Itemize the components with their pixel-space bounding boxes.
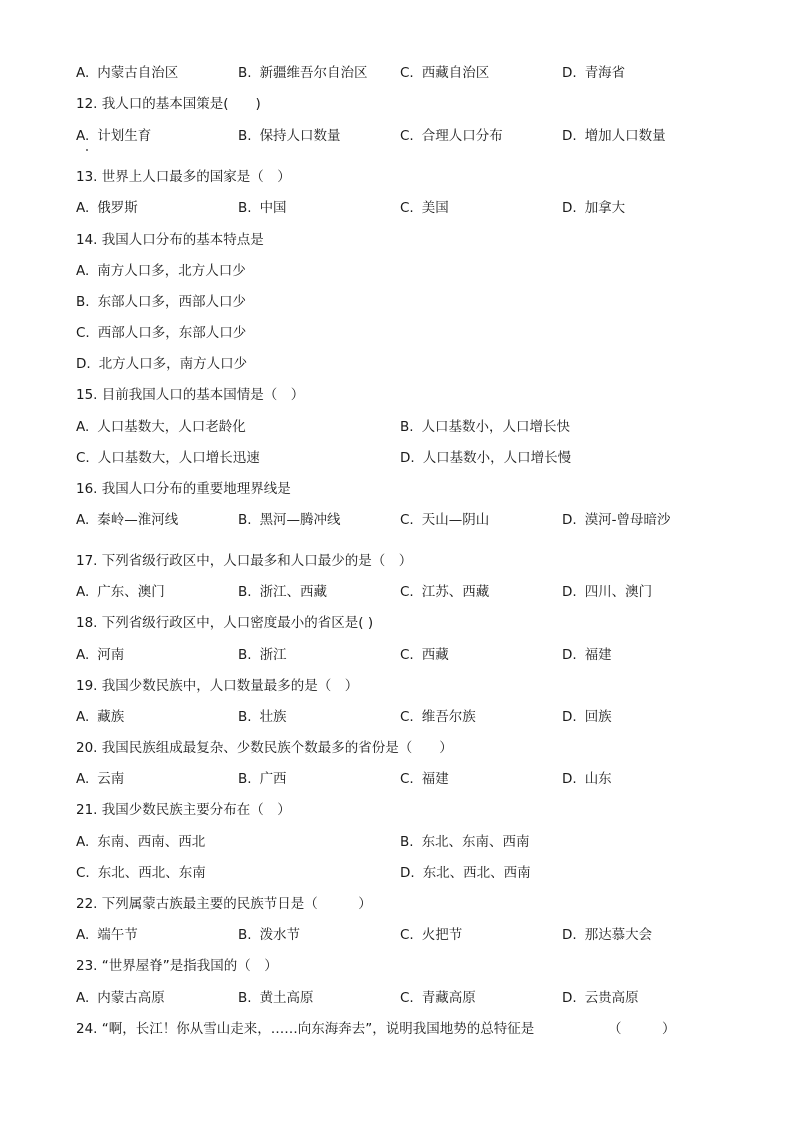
option-a[interactable]: A. 东南、西南、西北	[76, 834, 206, 850]
option-a[interactable]: A. 俄罗斯	[76, 200, 138, 216]
option-b[interactable]: B. 泼水节	[238, 927, 301, 943]
option-c[interactable]: C. 火把节	[400, 927, 463, 943]
option-d[interactable]: D. 加拿大	[562, 200, 626, 216]
option-d[interactable]: D. 漠河-曾母暗沙	[562, 512, 671, 528]
option-c[interactable]: C. 青藏高原	[400, 990, 476, 1006]
option-c[interactable]: C. 合理人口分布	[400, 128, 503, 144]
option-b[interactable]: B. 浙江、西藏	[238, 584, 328, 600]
option-a[interactable]: A. 人口基数大，人口老龄化	[76, 419, 246, 435]
option-d[interactable]: D. 增加人口数量	[562, 128, 666, 144]
option-c[interactable]: C. 福建	[400, 771, 449, 787]
question-24-stem: 24. “啊，长江！你从雪山走来，……向东海奔去”，说明我国地势的总特征是	[76, 1021, 535, 1037]
option-a[interactable]: A. 计划生育	[76, 128, 152, 144]
option-c[interactable]: C. 维吾尔族	[400, 709, 476, 725]
option-d[interactable]: D. 人口基数小，人口增长慢	[400, 450, 572, 466]
option-a[interactable]: A. 秦岭—淮河线	[76, 512, 179, 528]
answer-blank[interactable]: （ ）	[608, 1021, 676, 1037]
option-b[interactable]: B. 东部人口多，西部人口少	[76, 294, 247, 310]
option-b[interactable]: B. 保持人口数量	[238, 128, 341, 144]
stray-dot	[86, 149, 88, 151]
option-d[interactable]: D. 回族	[562, 709, 612, 725]
option-c[interactable]: C. 西部人口多，东部人口少	[76, 325, 247, 341]
question-13-stem: 13. 世界上人口最多的国家是（ ）	[76, 169, 291, 185]
option-c[interactable]: C. 人口基数大，人口增长迅速	[76, 450, 260, 466]
option-b[interactable]: B. 广西	[238, 771, 287, 787]
option-b[interactable]: B. 黄土高原	[238, 990, 314, 1006]
option-b[interactable]: B. 中国	[238, 200, 287, 216]
question-19-stem: 19. 我国少数民族中，人口数量最多的是（ ）	[76, 678, 359, 694]
option-d[interactable]: D. 东北、西北、西南	[400, 865, 531, 881]
question-22-stem: 22. 下列属蒙古族最主要的民族节日是（ ）	[76, 896, 372, 912]
option-d[interactable]: D. 福建	[562, 647, 612, 663]
option-c[interactable]: C. 东北、西北、东南	[76, 865, 206, 881]
question-16-stem: 16. 我国人口分布的重要地理界线是	[76, 481, 291, 497]
option-a[interactable]: A. 广东、澳门	[76, 584, 165, 600]
question-12-stem: 12. 我人口的基本国策是( )	[76, 96, 261, 112]
option-c[interactable]: C. 西藏	[400, 647, 449, 663]
option-a[interactable]: A. 云南	[76, 771, 125, 787]
option-d[interactable]: D. 山东	[562, 771, 612, 787]
question-21-stem: 21. 我国少数民族主要分布在（ ）	[76, 802, 291, 818]
option-c[interactable]: C. 江苏、西藏	[400, 584, 490, 600]
question-23-stem: 23. “世界屋脊”是指我国的（ ）	[76, 958, 278, 974]
option-b[interactable]: B. 黑河—腾冲线	[238, 512, 341, 528]
option-a[interactable]: A. 河南	[76, 647, 125, 663]
option-d[interactable]: D. 北方人口多，南方人口少	[76, 356, 248, 372]
option-c[interactable]: C. 西藏自治区	[400, 65, 490, 81]
option-b[interactable]: B. 壮族	[238, 709, 287, 725]
option-d[interactable]: D. 青海省	[562, 65, 626, 81]
option-c[interactable]: C. 天山—阴山	[400, 512, 490, 528]
option-d[interactable]: D. 那达慕大会	[562, 927, 653, 943]
question-20-stem: 20. 我国民族组成最复杂、少数民族个数最多的省份是（ ）	[76, 740, 453, 756]
question-18-stem: 18. 下列省级行政区中，人口密度最小的省区是( )	[76, 615, 374, 631]
option-d[interactable]: D. 云贵高原	[562, 990, 639, 1006]
question-15-stem: 15. 目前我国人口的基本国情是（ ）	[76, 387, 305, 403]
option-a[interactable]: A. 端午节	[76, 927, 138, 943]
option-b[interactable]: B. 浙江	[238, 647, 287, 663]
question-14-stem: 14. 我国人口分布的基本特点是	[76, 232, 264, 248]
option-a[interactable]: A. 内蒙古自治区	[76, 65, 179, 81]
option-b[interactable]: B. 人口基数小，人口增长快	[400, 419, 571, 435]
option-b[interactable]: B. 新疆维吾尔自治区	[238, 65, 368, 81]
option-a[interactable]: A. 藏族	[76, 709, 125, 725]
option-d[interactable]: D. 四川、澳门	[562, 584, 653, 600]
option-c[interactable]: C. 美国	[400, 200, 449, 216]
option-a[interactable]: A. 内蒙古高原	[76, 990, 165, 1006]
option-b[interactable]: B. 东北、东南、西南	[400, 834, 530, 850]
option-a[interactable]: A. 南方人口多，北方人口少	[76, 263, 246, 279]
question-17-stem: 17. 下列省级行政区中，人口最多和人口最少的是（ ）	[76, 553, 413, 569]
